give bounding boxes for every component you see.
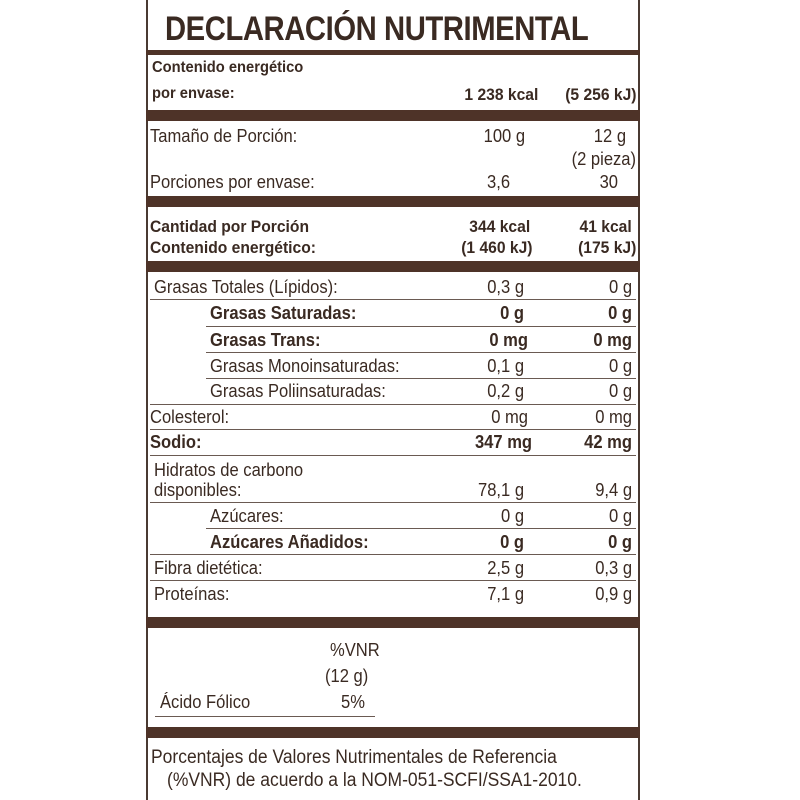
- carbs-label-1: Hidratos de carbono: [154, 460, 304, 480]
- portion-col1: 100 g: [483, 126, 525, 146]
- fat-sat-col1: 0 g: [500, 303, 524, 323]
- divider-bar: [146, 261, 640, 272]
- fiber-label: Fibra dietética:: [154, 558, 263, 578]
- per-portion-col2-kj: (175 kJ): [577, 238, 636, 257]
- servings-col2: 30: [599, 172, 618, 192]
- per-portion-col2-kcal: 41 kcal: [579, 217, 632, 236]
- carbs-col1: 78,1 g: [477, 480, 524, 500]
- fat-poly-col2: 0 g: [608, 381, 632, 401]
- energy-pkg-label-2: por envase:: [152, 85, 235, 102]
- servings-col1: 3,6: [486, 172, 510, 192]
- divider-bar: [146, 617, 640, 628]
- fat-poly-label: Grasas Poliinsaturadas:: [210, 381, 386, 401]
- portion-label: Tamaño de Porción:: [150, 126, 298, 146]
- row-rule: [206, 528, 636, 529]
- row-rule: [150, 429, 636, 430]
- divider-bar: [146, 727, 640, 738]
- protein-col1: 7,1 g: [487, 584, 524, 604]
- label-title: DECLARACIÓN NUTRIMENTAL: [165, 10, 589, 48]
- fat-mono-col1: 0,1 g: [487, 356, 524, 376]
- footer-line-1: Porcentajes de Valores Nutrimentales de Referencia: [151, 747, 557, 768]
- fat-mono-label: Grasas Monoinsaturadas:: [210, 356, 400, 376]
- per-portion-col1-kcal: 344 kcal: [469, 217, 530, 236]
- row-rule: [206, 326, 636, 327]
- energy-pkg-label-1: Contenido energético: [152, 59, 304, 76]
- per-portion-label-1: Cantidad por Porción: [150, 217, 310, 236]
- fat-mono-col2: 0 g: [608, 356, 632, 376]
- row-rule: [206, 378, 636, 379]
- portion-col2-sub: (2 pieza): [571, 149, 636, 169]
- servings-label: Porciones por envase:: [150, 172, 315, 192]
- vnr-header: %VNR: [330, 640, 380, 660]
- added-sugars-col2: 0 g: [608, 532, 632, 552]
- cholesterol-col2: 0 mg: [595, 407, 632, 427]
- energy-pkg-kcal: 1 238 kcal: [464, 85, 538, 104]
- row-rule: [150, 554, 636, 555]
- energy-pkg-kj: (5 256 kJ): [564, 85, 636, 104]
- fat-sat-label: Grasas Saturadas:: [210, 303, 357, 323]
- carbs-col2: 9,4 g: [595, 480, 632, 500]
- fiber-col1: 2,5 g: [487, 558, 524, 578]
- folic-acid-value: 5%: [341, 692, 365, 712]
- added-sugars-col1: 0 g: [500, 532, 524, 552]
- protein-col2: 0,9 g: [595, 584, 632, 604]
- sodium-label: Sodio:: [150, 432, 202, 452]
- folic-acid-label: Ácido Fólico: [160, 692, 251, 712]
- row-rule: [150, 580, 636, 581]
- sodium-col2: 42 mg: [584, 432, 632, 452]
- fat-total-label: Grasas Totales (Lípidos):: [154, 277, 338, 297]
- vnr-sub: (12 g): [325, 666, 369, 686]
- carbs-label-2: disponibles:: [154, 480, 242, 500]
- divider-bar: [146, 196, 640, 207]
- fat-trans-col2: 0 mg: [593, 330, 632, 350]
- footer-line-2: (%VNR) de acuerdo a la NOM-051-SCFI/SSA1-2010.: [167, 770, 582, 791]
- row-rule: [150, 404, 636, 405]
- fat-total-col2: 0 g: [608, 277, 632, 297]
- divider-bar: [146, 110, 640, 121]
- fat-trans-label: Grasas Trans:: [210, 330, 321, 350]
- fat-sat-col2: 0 g: [608, 303, 632, 323]
- row-rule: [206, 352, 636, 353]
- row-rule: [155, 716, 375, 717]
- fat-poly-col1: 0,2 g: [487, 381, 524, 401]
- row-rule: [150, 299, 636, 300]
- fat-total-col1: 0,3 g: [487, 277, 524, 297]
- sugars-col1: 0 g: [500, 506, 524, 526]
- row-rule: [150, 502, 636, 503]
- protein-label: Proteínas:: [154, 584, 230, 604]
- sugars-col2: 0 g: [608, 506, 632, 526]
- portion-col2: 12 g: [593, 126, 626, 146]
- cholesterol-col1: 0 mg: [491, 407, 528, 427]
- divider-bar: [146, 50, 640, 55]
- cholesterol-label: Colesterol:: [150, 407, 230, 427]
- per-portion-col1-kj: (1 460 kJ): [460, 238, 532, 257]
- fiber-col2: 0,3 g: [595, 558, 632, 578]
- row-rule: [150, 455, 636, 456]
- fat-trans-col1: 0 mg: [489, 330, 528, 350]
- sodium-col1: 347 mg: [474, 432, 532, 452]
- per-portion-label-2: Contenido energético:: [150, 238, 316, 257]
- sugars-label: Azúcares:: [210, 506, 284, 526]
- added-sugars-label: Azúcares Añadidos:: [210, 532, 369, 552]
